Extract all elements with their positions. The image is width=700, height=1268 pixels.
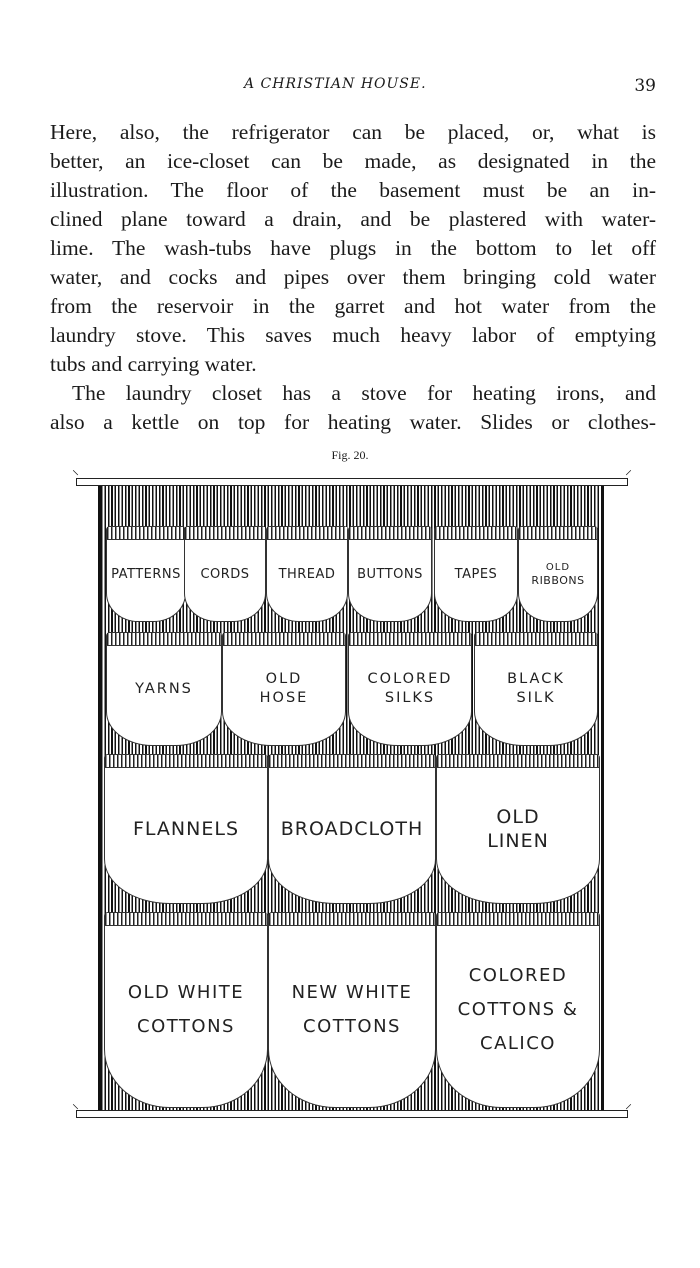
pocket-yarns [106,632,222,746]
text-line: laundry stove. This saves much heavy labor of emptying [50,323,656,347]
text-line: from the reservoir in the garret and hot water from the [50,294,656,318]
pocket-label: LINEN [487,830,549,852]
pocket-label: OLD [496,806,540,828]
text-line: water, and cocks and pipes over them bringing cold water [50,265,656,289]
pocket-old-white-cottons [104,912,268,1108]
pocket-label: SILKS [384,690,436,706]
text-line: The laundry closet has a stove for heating irons, and [72,381,656,405]
text-line: Here, also, the refrigerator can be placed, or, what is [50,120,656,144]
pocket-label: BROADCLOTH [280,818,424,840]
pocket-cords [184,526,266,622]
text-line: better, an ice-closet can be made, as designated in the [50,149,656,173]
pocket-colored-silks [348,632,472,746]
pocket-label: OLD [545,561,571,573]
pocket-label: FLANNELS [132,818,240,840]
figure-caption: Fig. 20. [331,448,369,462]
rod-finial-icon: ⸍ [625,1102,632,1118]
pocket-buttons [348,526,432,622]
page-number: 39 [634,76,656,96]
page-header [0,76,700,100]
text-line: illustration. The floor of the basement must be an in- [50,178,656,202]
pocket-label: PATTERNS [111,566,181,582]
curtain-rod-bottom [76,1110,628,1118]
text-line: tubs and carrying water. [50,352,257,376]
curtain-rod-top [76,478,628,486]
pocket-black-silk [474,632,598,746]
pocket-label: RIBBONS [531,573,585,587]
rod-finial-icon: ⸌ [72,468,79,484]
pocket-label: CALICO [480,1033,556,1054]
pocket-label: BLACK [507,671,565,687]
pocket-old-hose [222,632,346,746]
pocket-label: COTTONS [137,1016,235,1037]
text-line: also a kettle on top for heating water. Slides or clothes- [50,410,656,434]
pocket-old-ribbons [518,526,598,622]
paragraph-1 [50,118,656,379]
pocket-broadcloth [268,754,436,904]
pocket-label: SILK [516,690,556,706]
pocket-label: COTTONS [303,1016,401,1037]
pocket-old-linen [436,754,600,904]
pocket-new-white-cottons [268,912,436,1108]
text-line: lime. The wash-tubs have plugs in the bottom to let off [50,236,656,260]
pocket-label: COTTONS & [457,999,579,1020]
body-text [50,118,656,437]
pocket-label: BUTTONS [357,566,423,582]
pocket-label: CORDS [200,566,250,582]
pocket-patterns [106,526,186,622]
pocket-tapes [434,526,518,622]
pocket-label: THREAD [278,566,336,582]
pocket-label: NEW WHITE [291,982,413,1003]
pocket-label: COLORED [468,965,568,986]
pocket-thread [266,526,348,622]
pocket-curtain-figure [72,466,632,1132]
pocket-label: TAPES [454,566,498,582]
pocket-label: OLD [265,671,303,687]
pocket-colored-cottons-calico [436,912,600,1108]
running-head: A CHRISTIAN HOUSE. [244,76,427,92]
pocket-label: YARNS [135,680,193,697]
rod-finial-icon: ⸍ [625,468,632,484]
pocket-flannels [104,754,268,904]
rod-finial-icon: ⸌ [72,1102,79,1118]
text-line: clined plane toward a drain, and be plastered with water- [50,207,656,231]
pocket-label: COLORED [367,671,453,687]
paragraph-2 [50,379,656,437]
pocket-label: OLD WHITE [127,982,245,1003]
pocket-label: HOSE [259,690,309,706]
